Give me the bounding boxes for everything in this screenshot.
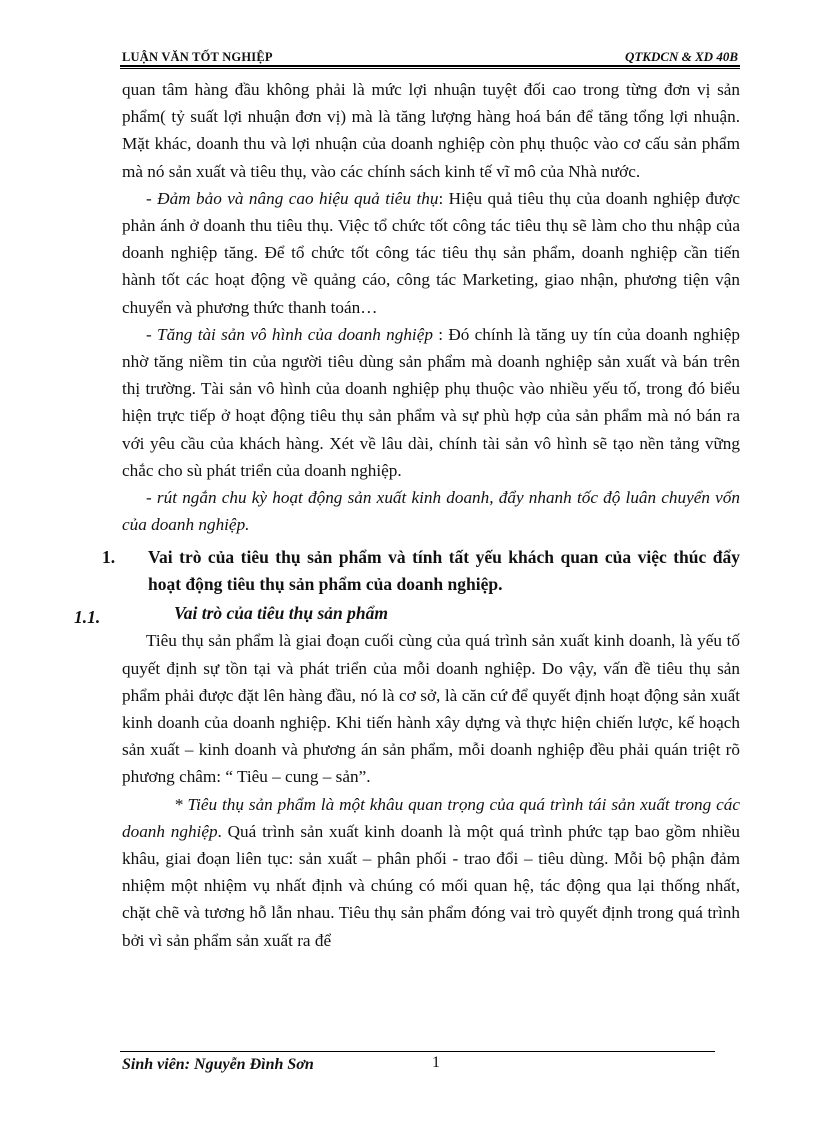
section-title-1: Vai trò của tiêu thụ sản phẩm và tính tất yếu khách quan của việc thúc đẩy hoạt động tiêu thụ sản phẩm của doanh nghiệp. [148, 547, 740, 595]
section-heading-1 [102, 544, 740, 598]
bullet-intangible-assets [122, 321, 740, 484]
bullet-intangible-lead: - Tăng tài sản vô hình của doanh nghiệp [146, 324, 433, 344]
paragraph-reproduction [122, 791, 740, 954]
header-class-code: QTKDCN & XD 40B [624, 49, 738, 64]
bullet-efficiency [122, 185, 740, 321]
bullet-efficiency-lead: - Đảm bảo và nâng cao hiệu quả tiêu thụ [146, 188, 439, 208]
header-rule-thin [120, 68, 740, 69]
paragraph-continuation: quan tâm hàng đầu không phải là mức lợi nhuận tuyệt đối cao trong từng đơn vị sản phẩm( tỷ suất lợi nhuận đơn vị) mà là tăng lượng hàng hoá bán để tăng tổng lợi nhuận. Mặt khác, doanh thu và lợi nhuận của doanh nghiệp còn phụ thuộc vào cơ cấu sản phẩm mà nó sản xuất và tiêu thụ, vào các chính sách kinh tế vĩ mô của Nhà nước. [122, 80, 740, 181]
header-title: LUẬN VĂN TỐT NGHIỆP [122, 50, 273, 64]
section-title-1-1: Vai trò của tiêu thụ sản phẩm [174, 603, 388, 624]
bullet-intangible-text: : Đó chính là tăng uy tín của doanh nghiệp nhờ tăng niềm tin của người tiêu dùng sản phẩm mà doanh nghiệp sản xuất và bán trên thị trường. Tài sản vô hình của doanh nghiệp phụ thuộc vào nhiều yếu tố, trong đó biểu hiện trực tiếp ở hoạt động tiêu thụ sản phẩm và sự phù hợp của sản phẩm mà nó bán ra với yêu cầu của khách hàng. Xét về lâu dài, chính tài sản vô hình sẽ tạo nền tảng vững chắc cho sù phát triển của doanh nghiệp. [122, 324, 740, 480]
document-body [74, 76, 741, 954]
bullet-efficiency-text: : Hiệu quả tiêu thụ của doanh nghiệp được phản ánh ở doanh thu tiêu thụ. Việc tổ chức tốt công tác tiêu thụ sẽ làm cho thu nhập của doanh nghiệp tăng. Để tổ chức tốt công tác tiêu thụ sản phẩm, doanh nghiệp cần tiến hành tốt các hoạt động về quảng cáo, công tác Marketing, giao nhận, phương tiện vận chuyển và phương thức thanh toán… [122, 188, 741, 317]
paragraph-role: Tiêu thụ sản phẩm là giai đoạn cuối cùng của quá trình sản xuất kinh doanh, là yếu tố quyết định sự tồn tại và phát triển của mỗi doanh nghiệp. Do vậy, vấn đề tiêu thụ sản phẩm phải được đặt lên hàng đầu, nó là cơ sở, là căn cứ để quyết định hoạt động sản xuất kinh doanh của doanh nghiệp. Khi tiến hành xây dựng và thực hiện chiến lược, kế hoạch sản xuất – kinh doanh và phương án sản phẩm, mỗi doanh nghiệp đều phải quán triệt rõ phương châm: “ Tiêu – cung – sản”. [122, 631, 740, 787]
page-number: 1 [432, 1054, 440, 1071]
paragraph-reproduction-text: . Quá trình sản xuất kinh doanh là một quá trình phức tạp bao gồm nhiều khâu, giai đoạn liên tục: sản xuất – phân phối - trao đổi – tiêu dùng. Mỗi bộ phận đảm nhiệm một nhiệm vụ nhất định và chúng có mối quan hệ, tác động qua lại thống nhất, chặt chẽ và tương hỗ lẫn nhau. Tiêu thụ sản phẩm đóng vai trò quyết định trong quá trình bởi vì sản phẩm sản xuất ra để [122, 821, 741, 950]
footer-rule [120, 1051, 715, 1052]
bullet-shorten-cycle: - rút ngắn chu kỳ hoạt động sản xuất kinh doanh, đẩy nhanh tốc độ luân chuyển vốn của doanh nghiệp. [122, 488, 740, 535]
footer-author: Sinh viên: Nguyễn Đình Sơn [122, 1056, 314, 1073]
section-number-1-1: 1.1. [74, 607, 101, 628]
header-rule [120, 65, 740, 67]
paragraph-reproduction-lead: * Tiêu thụ sản phẩm là một khâu quan trọng của quá trình tái sản xuất trong các doanh nghiệp [122, 794, 740, 841]
section-number-1: 1. [102, 547, 116, 568]
section-heading-1-1 [74, 600, 740, 628]
